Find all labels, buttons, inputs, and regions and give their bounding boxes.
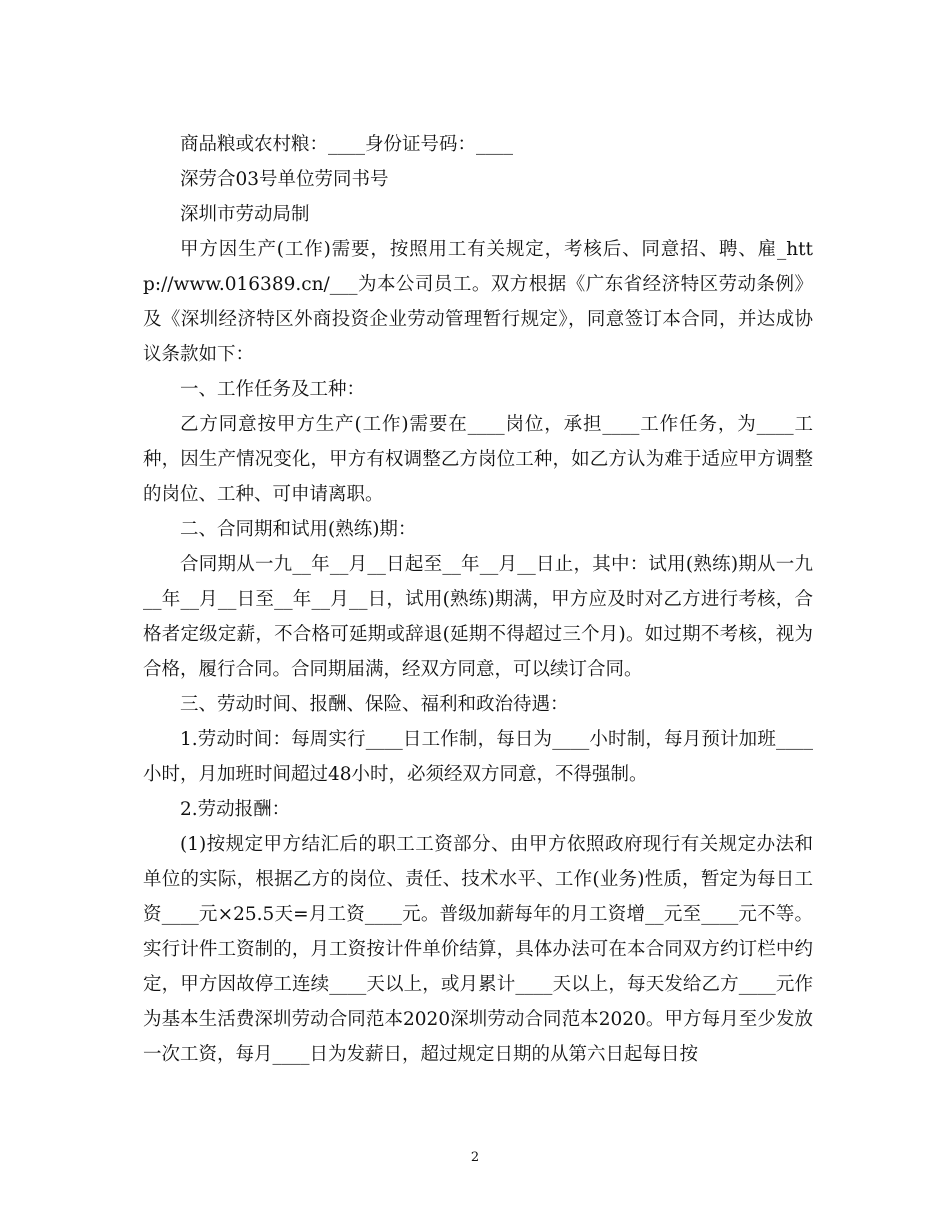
paragraph-contract-period: 合同期从一九__年__月__日起至__年__月__日止，其中：试用(熟练)期从一九__年__月__日至__年__月__日，试用(熟练)期满，甲方应及时对乙方进行考核，合格者定级定薪，不合格可延期或辞退(延期不得超过三个月)。如过期不考核，视为合格，履行合同。合同期届满，经双方同意，可以续订合同。	[143, 554, 813, 680]
page-number: 2	[470, 1150, 480, 1165]
paragraph-working-hours: 1.劳动时间：每周实行____日工作制，每日为____小时制，每月预计加班____小时，月加班时间超过48小时，必须经双方同意，不得强制。	[143, 729, 813, 785]
section-heading-contract-period: 二、合同期和试用(熟练)期：	[180, 519, 417, 540]
section-heading-working-conditions: 三、劳动时间、报酬、保险、福利和政治待遇：	[180, 694, 569, 715]
paragraph-remuneration: (1)按规定甲方结汇后的职工工资部分、由甲方依照政府现行有关规定办法和单位的实际，根据乙方的岗位、责任、技术水平、工作(业务)性质，暂定为每日工资____元×25.5天=月工资____元。普级加薪每年的月工资增__元至____元不等。实行计件工资制的，月工资按计件单价结算，具体办法可在本合同双方约订栏中约定，甲方因故停工连续____天以上，或月累计____天以上，每天发给乙方____元作为基本生活费深圳劳动合同范本2020深圳劳动合同范本2020。甲方每月至少发放一次工资，每月____日为发薪日，超过规定日期的从第六日起每日按	[143, 834, 813, 1065]
paragraph-contract-number: 深劳合03号单位劳同书号	[180, 169, 389, 190]
paragraph-job-tasks: 乙方同意按甲方生产(工作)需要在____岗位，承担____工作任务，为____工种，因生产情况变化，甲方有权调整乙方岗位工种，如乙方认为难于适应甲方调整的岗位、工种、可申请离职。	[143, 414, 813, 505]
paragraph-issuer: 深圳市劳动局制	[180, 204, 310, 225]
document-body	[143, 127, 813, 1072]
section-heading-job-tasks: 一、工作任务及工种：	[180, 379, 366, 400]
subheading-remuneration: 2.劳动报酬：	[180, 799, 291, 820]
paragraph-grain-id: 商品粮或农村粮：____身份证号码：____	[180, 134, 514, 155]
paragraph-preamble: 甲方因生产(工作)需要，按照用工有关规定，考核后、同意招、聘、雇_http://www.016389.cn/___为本公司员工。双方根据《广东省经济特区劳动条例》及《深圳经济特区外商投资企业劳动管理暂行规定》，同意签订本合同，并达成协议条款如下：	[143, 239, 813, 365]
